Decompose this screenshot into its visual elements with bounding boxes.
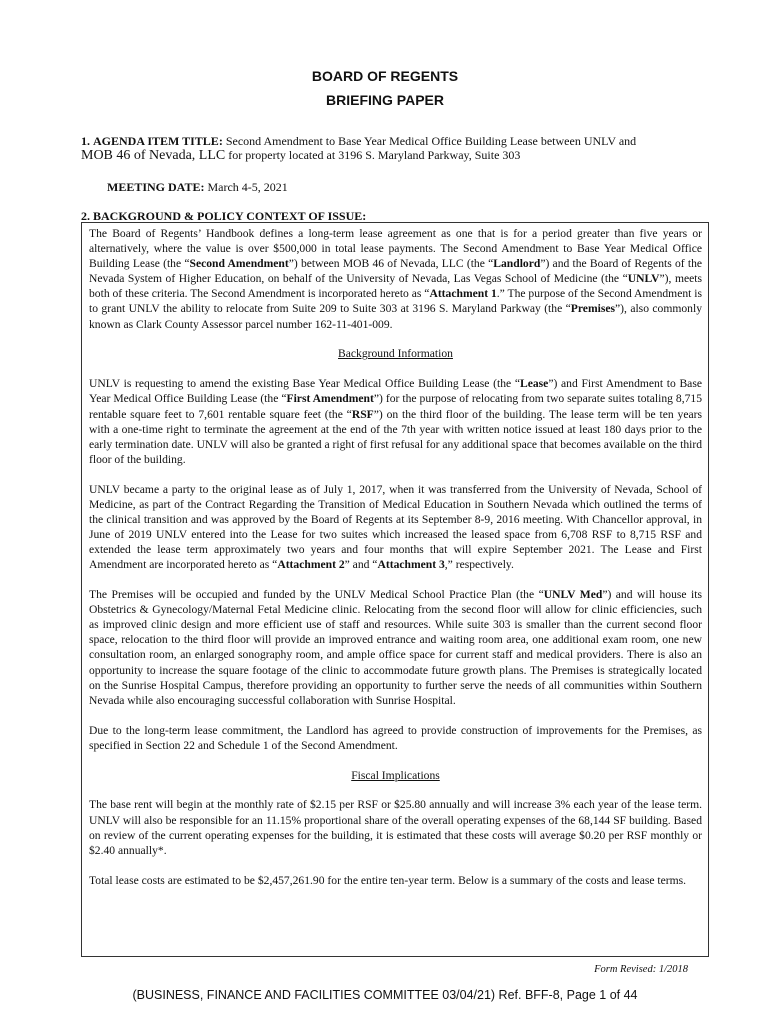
- form-revised-note: Form Revised: 1/2018: [594, 964, 688, 975]
- paragraph-2: UNLV is requesting to amend the existing Base Year Medical Office Building Lease (the “Lease”) and First Amendment to Base Year Medical Office Building Lease (the “First Amendment”) for the purpose of relocating from two separate suites totaling 8,715 rentable square feet to 7,601 rentable square feet (the “RSF”) on the third floor of the building. The lease term will be ten years with a one-time right to terminate the agreement at the end of the 7th year with written notice issued at least 180 days prior to the early termination date. UNLV will also be granted a right of first refusal for any additional space that becomes available on the third floor of the building.: [89, 377, 702, 466]
- agenda-item-party: MOB 46 of Nevada, LLC: [81, 148, 226, 163]
- paragraph-7: Total lease costs are estimated to be $2,457,261.90 for the entire ten-year term. Below is a summary of the costs and lease terms.: [89, 873, 687, 887]
- section-2-heading: 2. BACKGROUND & POLICY CONTEXT OF ISSUE:: [81, 209, 367, 223]
- background-context-box: [81, 222, 709, 957]
- agenda-item-label: AGENDA ITEM TITLE:: [93, 134, 223, 148]
- fiscal-implications-heading: Fiscal Implications: [351, 768, 440, 782]
- agenda-item-title-line-2: [81, 148, 520, 164]
- agenda-item-number: 1.: [81, 134, 90, 148]
- background-information-heading: Background Information: [338, 347, 453, 361]
- paragraph-1: The Board of Regents’ Handbook defines a long-term lease agreement as one that is for a period greater than five years or alternatively, where the value is over $500,000 in total lease payments. The Second Amendment to Base Year Medical Office Building Lease (the “Second Amendment”) between MOB 46 of Nevada, LLC (the “Landlord”) and the Board of Regents of the Nevada System of Higher Education, on behalf of the University of Nevada, Las Vegas School of Medicine (the “UNLV”), meets both of these criteria. The Second Amendment is incorporated hereto as “Attachment 1.” The purpose of the Second Amendment is to grant UNLV the ability to relocate from Suite 209 to Suite 303 at 3196 S. Maryland Parkway (the “Premises”), also commonly known as Clark County Assessor parcel number 162-11-401-009.: [89, 227, 703, 331]
- agenda-item-title-line: [81, 134, 636, 149]
- paragraph-5: Due to the long-term lease commitment, the Landlord has agreed to provide construction of improvements for the Premises, as specified in Section 22 and Schedule 1 of the Second Amendment.: [89, 723, 702, 752]
- paragraph-6: The base rent will begin at the monthly rate of $2.15 per RSF or $25.80 annually and will increase 3% each year of the lease term. UNLV will also be responsible for an 11.15% proportional share of the overall operating expenses of the 68,144 SF building. Based on review of the current operating expenses for the building, it is estimated that these costs will average $0.20 per RSF monthly or $2.40 annually*.: [89, 798, 702, 857]
- document-title: BOARD OF REGENTS: [311, 68, 459, 84]
- paragraph-3: UNLV became a party to the original lease as of July 1, 2017, when it was transferred from the University of Nevada, School of Medicine, as part of the Contract Regarding the Transition of Medical Education in Southern Nevada which outlined the terms of the clinical transition and was approved by the Board of Regents at its September 8-9, 2016 meeting. With Chancellor approval, in June of 2019 UNLV entered into the Lease for two suites which increased the leased space from 6,708 RSF to 8,715 RSF and extended the lease term approximately two years and four months that will expire September 2021. The Lease and First Amendment are incorporated hereto as “Attachment 2” and “Attachment 3,” respectively.: [89, 482, 702, 572]
- agenda-item-property: for property located at 3196 S. Maryland Parkway, Suite 303: [228, 148, 521, 162]
- meeting-date-value: March 4-5, 2021: [207, 180, 288, 194]
- meeting-date-label: MEETING DATE:: [107, 180, 205, 194]
- agenda-item-text: Second Amendment to Base Year Medical Office Building Lease between UNLV and: [225, 134, 637, 148]
- document-subtitle: BRIEFING PAPER: [326, 92, 444, 108]
- meeting-date-line: [107, 180, 288, 195]
- paragraph-4: The Premises will be occupied and funded by the UNLV Medical School Practice Plan (the “UNLV Med”) and will house its Obstetrics & Gynecology/Maternal Fetal Medicine clinic. Relocating from the second floor will allow for clinic efficiencies, such as improved clinic design and more efficient use of staff and resources. While suite 303 is smaller than the current second floor space, relocation to the third floor will provide an improved entrance and waiting room area, one additional exam room, one new consultation room, an enlarged sonography room, and ample office space for current staff and medical providers. There is also an opportunity to increase the square footage of the clinic to accommodate future growth plans. The Premises is strategically located on the Sunrise Hospital Campus, therefore providing an opportunity to further serve the needs of all communities within Southern Nevada while also encouraging successful collaboration with Sunrise Hospital.: [89, 588, 702, 707]
- page-footer: (BUSINESS, FINANCE AND FACILITIES COMMITTEE 03/04/21) Ref. BFF-8, Page 1 of 44: [132, 988, 638, 1002]
